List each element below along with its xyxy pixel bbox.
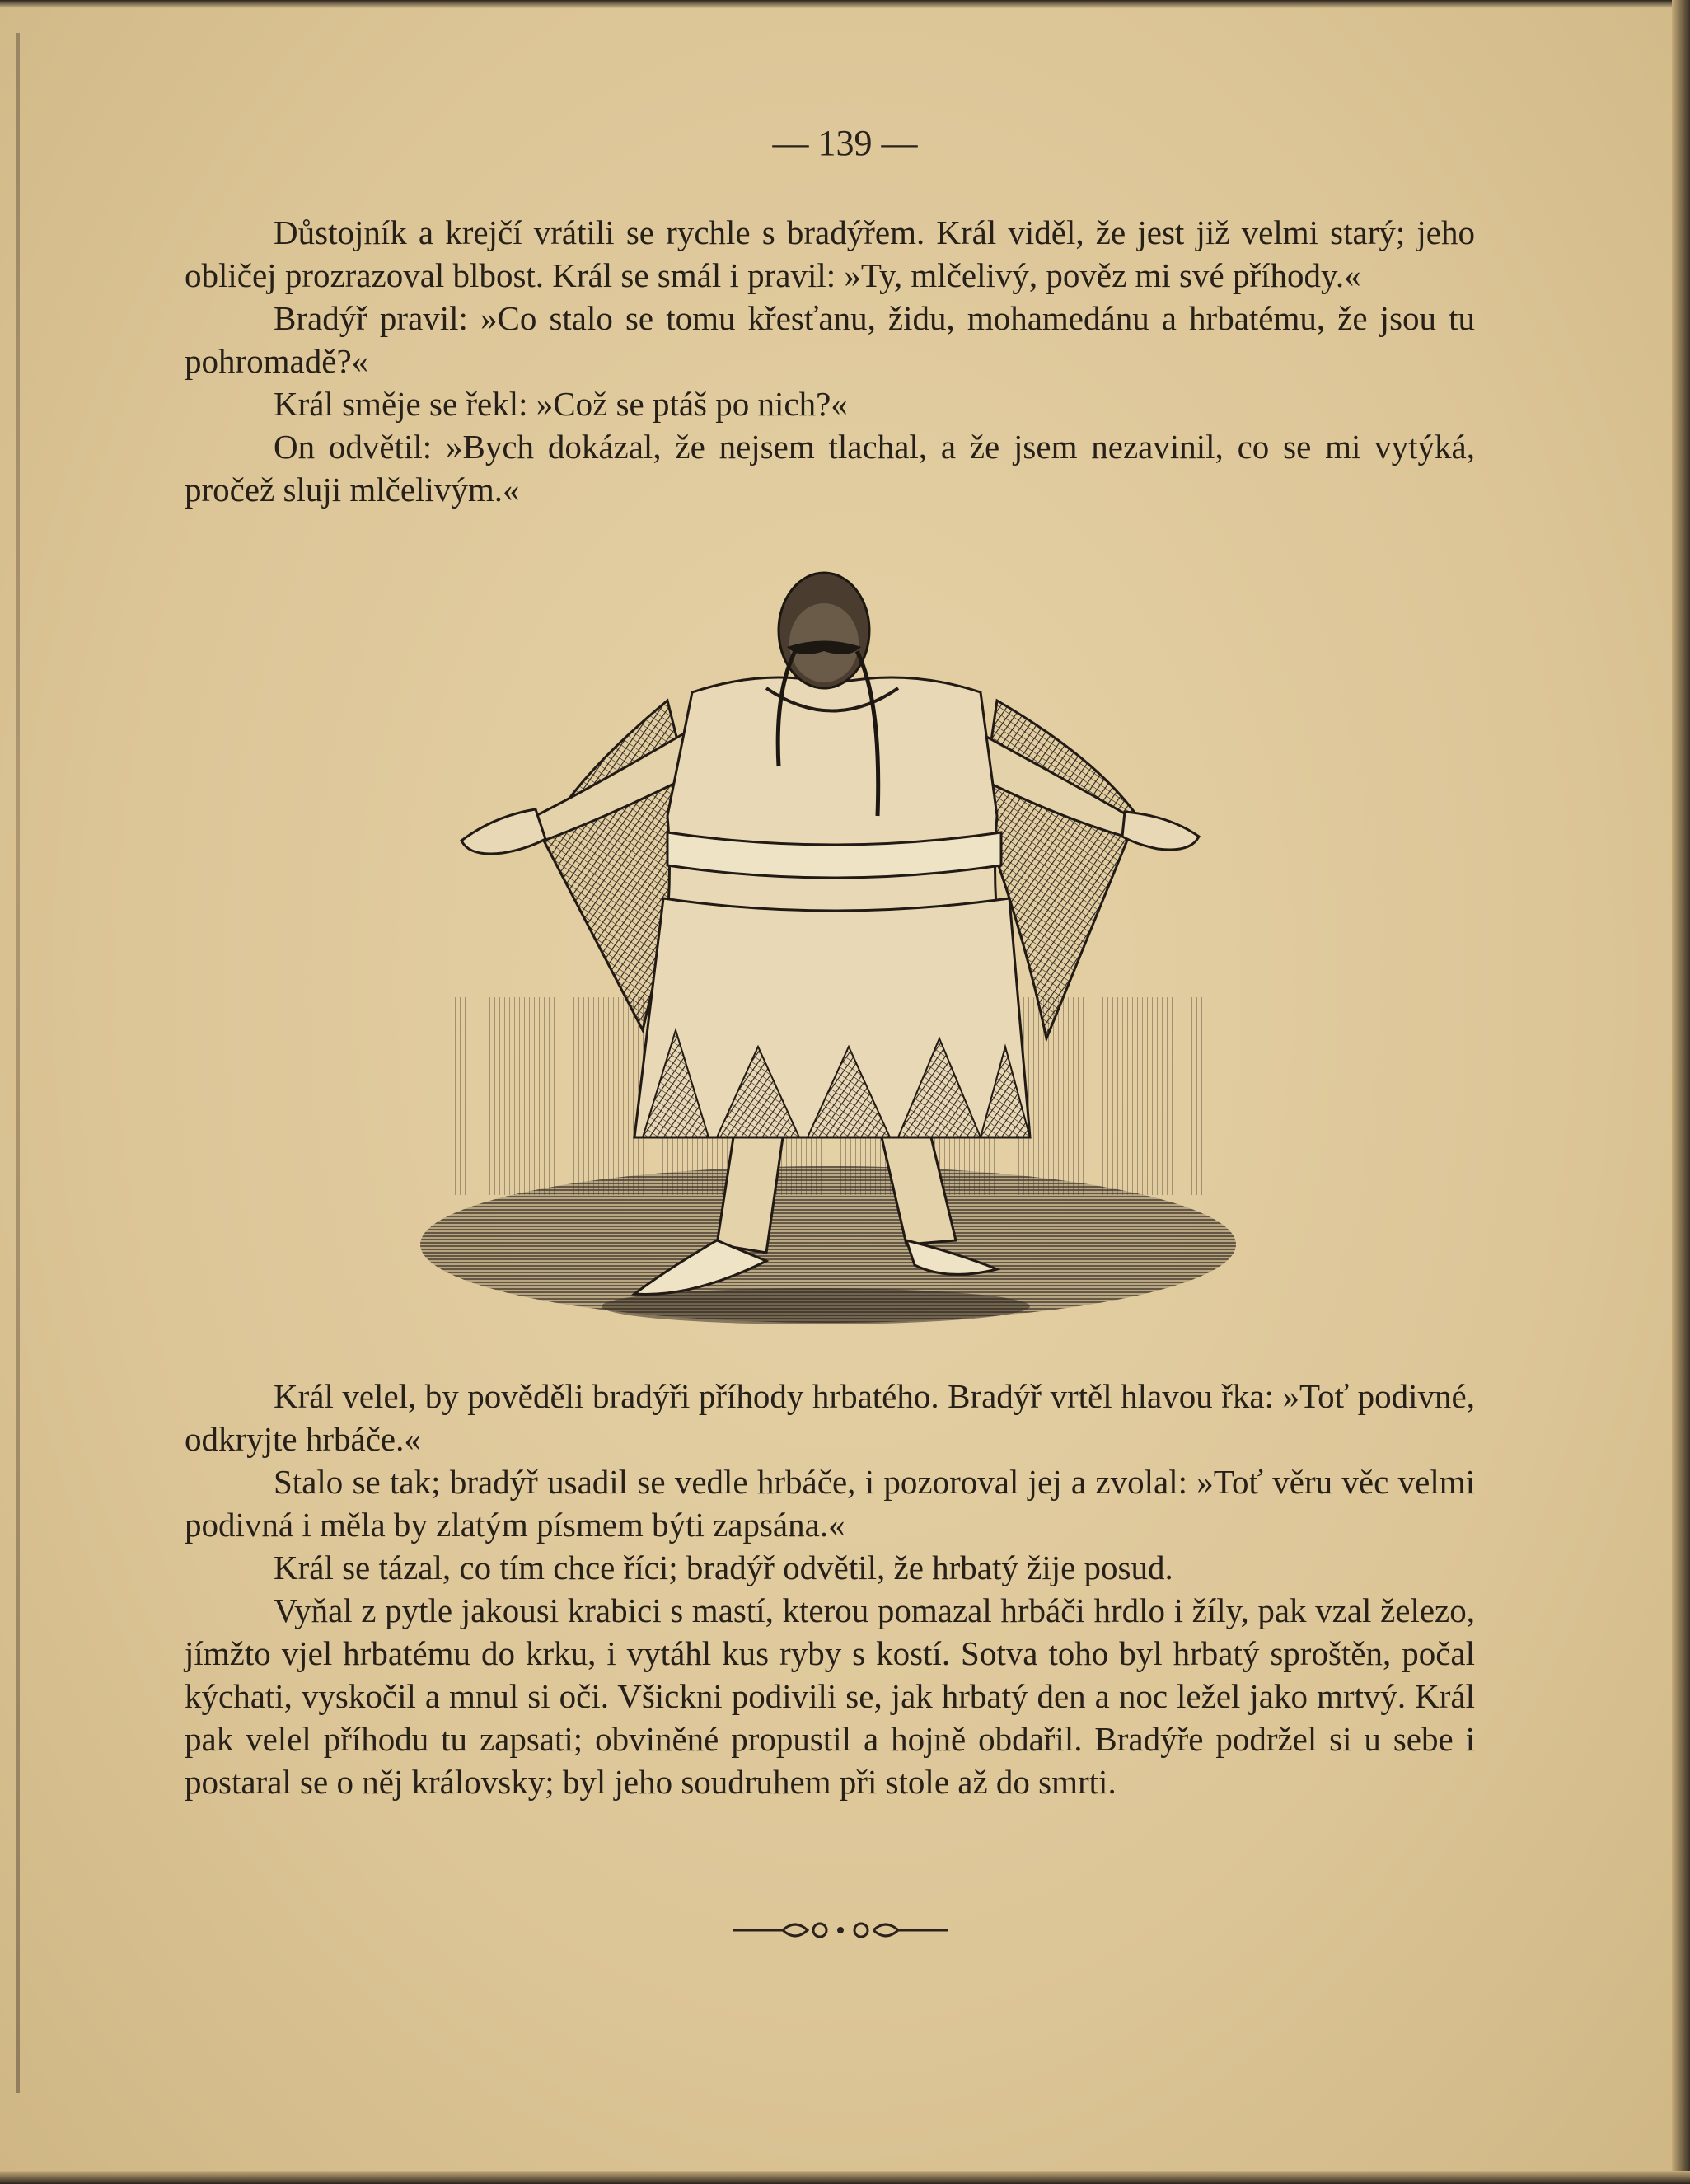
decorative-ornament <box>733 1912 948 1948</box>
binding-gutter <box>16 33 20 2093</box>
paragraph: Důstojník a krejčí vrátili se rychle s bradýřem. Král viděl, že jest již velmi starý; jeho obličej prozrazoval blbost. Král se smál i pravil: »Ty, mlčelivý, pověz mi své příhody.« <box>185 213 1475 294</box>
paragraph: Král se tázal, co tím chce říci; bradýř odvětil, že hrbatý žije posud. <box>274 1549 1173 1586</box>
top-text-block <box>185 211 1475 511</box>
paragraph: Král velel, by pověděli bradýři příhody hrbatého. Bradýř vrtěl hlavou řka: »Toť podivné, odkryjte hrbáče.« <box>185 1377 1475 1458</box>
engraving-illustration <box>420 569 1236 1335</box>
right-page-edge <box>1672 0 1690 2184</box>
paragraph: Král směje se řekl: »Což se ptáš po nich?« <box>274 385 848 423</box>
paragraph: On odvětil: »Bych dokázal, že nejsem tlachal, a že jsem nezavinil, co se mi vytýká, pročež sluji mlčelivým.« <box>185 428 1475 509</box>
paragraph: Bradýř pravil: »Co stalo se tomu křesťanu, židu, mohamedánu a hrbatému, že jsou tu pohromadě?« <box>185 299 1475 380</box>
top-page-edge <box>0 0 1690 8</box>
page-number: — 139 — <box>772 123 918 163</box>
bottom-page-edge <box>0 2171 1690 2184</box>
bottom-text-block <box>185 1375 1475 1803</box>
paragraph: Vyňal z pytle jakousi krabici s mastí, kterou pomazal hrbáči hrdlo i žíly, pak vzal železo, jímžto vjel hrbatému do krku, i vytáhl kus ryby s kostí. Sotva toho byl hrbatý sproštěn, počal kýchati, vyskočil a mnul si oči. Všickni podivili se, jak hrbatý den a noc ležel jako mrtvý. Král pak velel příhodu tu zapsati; obviněné propustil a hojně obdařil. Bradýře podržel si u sebe i postaral se o něj královsky; byl jeho soudruhem při stole až do smrti. <box>185 1591 1475 1801</box>
paragraph: Stalo se tak; bradýř usadil se vedle hrbáče, i pozoroval jej a zvolal: »Toť věru věc velmi podivná i měla by zlatým písmem býti zapsána.« <box>185 1463 1475 1544</box>
